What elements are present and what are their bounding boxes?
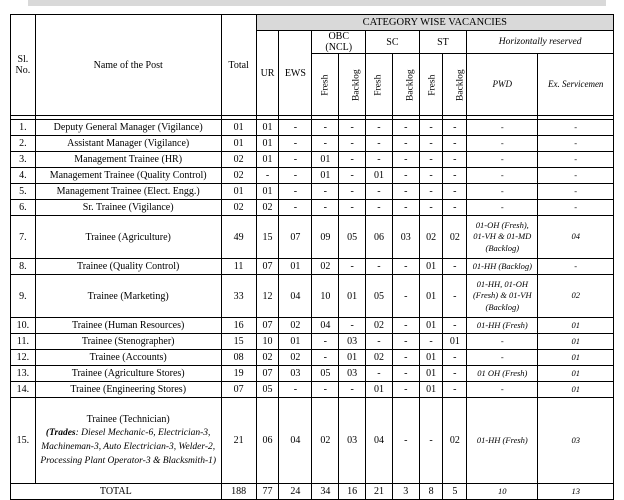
header-horizontally-reserved: Horizontally reserved bbox=[467, 31, 614, 54]
cell-st-fresh: - bbox=[419, 334, 443, 350]
cell-st-fresh: 01 bbox=[419, 350, 443, 366]
cell-total: 16 bbox=[221, 318, 256, 334]
cell-ex-servicemen: 02 bbox=[538, 275, 614, 318]
cell-sc-fresh: - bbox=[366, 136, 393, 152]
cell-st-fresh: - bbox=[419, 168, 443, 184]
cell-ur: 01 bbox=[256, 152, 279, 168]
total-ex-servicemen: 13 bbox=[538, 484, 614, 500]
table-row bbox=[11, 318, 614, 334]
cell-post: Trainee (Agriculture Stores) bbox=[35, 366, 221, 382]
cell-ur: 12 bbox=[256, 275, 279, 318]
cell-ur: 02 bbox=[256, 200, 279, 216]
cell-ex-servicemen: 01 bbox=[538, 366, 614, 382]
cell-st-fresh: - bbox=[419, 200, 443, 216]
table-row bbox=[11, 259, 614, 275]
cell-st-backlog: - bbox=[443, 184, 467, 200]
cell-ex-servicemen: - bbox=[538, 184, 614, 200]
table-row bbox=[11, 334, 614, 350]
cell-ex-servicemen: - bbox=[538, 152, 614, 168]
cell-ex-servicemen: - bbox=[538, 259, 614, 275]
cell-st-fresh: 01 bbox=[419, 259, 443, 275]
cell-obc-backlog: - bbox=[339, 168, 366, 184]
cell-ur: 07 bbox=[256, 318, 279, 334]
cell-obc-fresh: - bbox=[312, 136, 339, 152]
cell-obc-backlog: 03 bbox=[339, 366, 366, 382]
cell-ex-servicemen: - bbox=[538, 120, 614, 136]
cell-obc-backlog: - bbox=[339, 152, 366, 168]
cell-obc-backlog: - bbox=[339, 318, 366, 334]
table-row bbox=[11, 350, 614, 366]
cell-pwd: - bbox=[467, 168, 538, 184]
cell-ex-servicemen: 01 bbox=[538, 382, 614, 398]
table-row bbox=[11, 366, 614, 382]
cell-total: 02 bbox=[221, 200, 256, 216]
cell-ews: 02 bbox=[279, 350, 312, 366]
cell-post: Sr. Trainee (Vigilance) bbox=[35, 200, 221, 216]
cell-total: 08 bbox=[221, 350, 256, 366]
table-row bbox=[11, 184, 614, 200]
cell-obc-backlog: 01 bbox=[339, 275, 366, 318]
cell-post: Trainee (Agriculture) bbox=[35, 216, 221, 259]
cell-ews: - bbox=[279, 168, 312, 184]
cell-st-fresh: - bbox=[419, 120, 443, 136]
cell-sc-backlog: - bbox=[392, 152, 419, 168]
cell-total: 07 bbox=[221, 382, 256, 398]
table-row bbox=[11, 200, 614, 216]
cell-st-backlog: - bbox=[443, 136, 467, 152]
cell-ex-servicemen: - bbox=[538, 168, 614, 184]
cell-sl: 8. bbox=[11, 259, 36, 275]
cell-sc-backlog: - bbox=[392, 136, 419, 152]
cell-ews: 02 bbox=[279, 318, 312, 334]
header-sc: SC bbox=[366, 31, 420, 54]
cell-sl: 11. bbox=[11, 334, 36, 350]
cell-st-backlog: - bbox=[443, 200, 467, 216]
cell-ews: - bbox=[279, 382, 312, 398]
cell-obc-fresh: - bbox=[312, 334, 339, 350]
trades-text: : Diesel Mechanic-6, Electrician-3, Machineman-3, Auto Electrician-3, Welder-2, Processing Plant Operator-3 & Blacksmith-1) bbox=[40, 428, 217, 466]
cell-ex-servicemen: - bbox=[538, 200, 614, 216]
cell-st-backlog: - bbox=[443, 275, 467, 318]
cell-pwd: - bbox=[467, 200, 538, 216]
total-st-fresh: 8 bbox=[419, 484, 443, 500]
cell-sc-fresh: - bbox=[366, 200, 393, 216]
cell-st-fresh: - bbox=[419, 136, 443, 152]
cell-total: 21 bbox=[221, 398, 256, 484]
cell-st-fresh: 01 bbox=[419, 275, 443, 318]
cell-sc-backlog: - bbox=[392, 120, 419, 136]
header-obc-backlog: Backlog bbox=[339, 54, 366, 116]
cell-sc-fresh: 06 bbox=[366, 216, 393, 259]
cell-ur: 01 bbox=[256, 136, 279, 152]
cell-post: Management Trainee (HR) bbox=[35, 152, 221, 168]
cell-post: Trainee (Quality Control) bbox=[35, 259, 221, 275]
cell-sc-backlog: - bbox=[392, 200, 419, 216]
cell-post bbox=[35, 398, 221, 484]
cell-obc-fresh: 09 bbox=[312, 216, 339, 259]
cell-st-backlog: - bbox=[443, 120, 467, 136]
cell-sc-backlog: - bbox=[392, 275, 419, 318]
cell-obc-fresh: 01 bbox=[312, 152, 339, 168]
cell-total: 11 bbox=[221, 259, 256, 275]
header-name-of-post: Name of the Post bbox=[35, 15, 221, 116]
cell-st-backlog: - bbox=[443, 318, 467, 334]
cell-ex-servicemen: 03 bbox=[538, 398, 614, 484]
total-label: TOTAL bbox=[11, 484, 222, 500]
table-row bbox=[11, 168, 614, 184]
cell-post: Management Trainee (Quality Control) bbox=[35, 168, 221, 184]
cell-sl: 13. bbox=[11, 366, 36, 382]
cell-pwd: - bbox=[467, 334, 538, 350]
table-row-technician bbox=[11, 398, 614, 484]
cell-sl: 9. bbox=[11, 275, 36, 318]
header-obc-fresh: Fresh bbox=[312, 54, 339, 116]
cell-post: Assistant Manager (Vigilance) bbox=[35, 136, 221, 152]
cell-st-fresh: - bbox=[419, 184, 443, 200]
cell-sc-backlog: - bbox=[392, 259, 419, 275]
cell-pwd: 01-HH, 01-OH (Fresh) & 01-VH (Backlog) bbox=[467, 275, 538, 318]
cell-st-fresh: - bbox=[419, 152, 443, 168]
total-ur: 77 bbox=[256, 484, 279, 500]
header-st: ST bbox=[419, 31, 466, 54]
cell-st-backlog: - bbox=[443, 168, 467, 184]
table-row bbox=[11, 120, 614, 136]
cell-ews: 01 bbox=[279, 259, 312, 275]
cell-obc-fresh: - bbox=[312, 382, 339, 398]
cell-obc-backlog: 03 bbox=[339, 334, 366, 350]
cell-sl: 14. bbox=[11, 382, 36, 398]
cell-st-backlog: - bbox=[443, 259, 467, 275]
cell-sc-fresh: 05 bbox=[366, 275, 393, 318]
cell-pwd: 01 OH (Fresh) bbox=[467, 366, 538, 382]
cell-sl: 12. bbox=[11, 350, 36, 366]
cell-sc-backlog: - bbox=[392, 168, 419, 184]
cell-ews: - bbox=[279, 184, 312, 200]
cell-ews: 04 bbox=[279, 275, 312, 318]
cell-ex-servicemen: 01 bbox=[538, 318, 614, 334]
table-row bbox=[11, 136, 614, 152]
total-ews: 24 bbox=[279, 484, 312, 500]
cell-obc-backlog: - bbox=[339, 382, 366, 398]
cell-sl: 15. bbox=[11, 398, 36, 484]
cell-total: 19 bbox=[221, 366, 256, 382]
cell-st-fresh: 01 bbox=[419, 382, 443, 398]
cell-pwd: 01-OH (Fresh), 01-VH & 01-MD (Backlog) bbox=[467, 216, 538, 259]
cell-st-fresh: 01 bbox=[419, 366, 443, 382]
cell-st-fresh: 01 bbox=[419, 318, 443, 334]
cell-obc-backlog: - bbox=[339, 200, 366, 216]
cell-pwd: 01-HH (Fresh) bbox=[467, 398, 538, 484]
header-total: Total bbox=[221, 15, 256, 116]
cell-total: 02 bbox=[221, 152, 256, 168]
cell-sc-fresh: 01 bbox=[366, 382, 393, 398]
cell-sl: 10. bbox=[11, 318, 36, 334]
cell-ex-servicemen: 04 bbox=[538, 216, 614, 259]
table-row bbox=[11, 152, 614, 168]
cell-sc-fresh: - bbox=[366, 152, 393, 168]
cell-pwd: - bbox=[467, 136, 538, 152]
cell-sc-backlog: 03 bbox=[392, 216, 419, 259]
cell-obc-backlog: 05 bbox=[339, 216, 366, 259]
cell-post: Trainee (Marketing) bbox=[35, 275, 221, 318]
table-row bbox=[11, 275, 614, 318]
cell-sc-backlog: - bbox=[392, 398, 419, 484]
cell-ex-servicemen: - bbox=[538, 136, 614, 152]
cell-sc-backlog: - bbox=[392, 382, 419, 398]
header-ex-servicemen: Ex. Servicemen bbox=[538, 54, 614, 116]
cell-obc-backlog: 01 bbox=[339, 350, 366, 366]
cell-sc-backlog: - bbox=[392, 184, 419, 200]
cell-post: Trainee (Human Resources) bbox=[35, 318, 221, 334]
cell-sc-fresh: 02 bbox=[366, 350, 393, 366]
cell-total: 01 bbox=[221, 136, 256, 152]
cell-post: Management Trainee (Elect. Engg.) bbox=[35, 184, 221, 200]
cell-sc-fresh: - bbox=[366, 120, 393, 136]
header-ur: UR bbox=[256, 31, 279, 116]
total-sc-fresh: 21 bbox=[366, 484, 393, 500]
cell-st-backlog: 01 bbox=[443, 334, 467, 350]
total-obc-backlog: 16 bbox=[339, 484, 366, 500]
cell-sl: 5. bbox=[11, 184, 36, 200]
cell-sc-fresh: - bbox=[366, 366, 393, 382]
cell-ur: 07 bbox=[256, 259, 279, 275]
header-sc-fresh: Fresh bbox=[366, 54, 393, 116]
cell-sl: 1. bbox=[11, 120, 36, 136]
cell-obc-fresh: 01 bbox=[312, 168, 339, 184]
cell-total: 49 bbox=[221, 216, 256, 259]
cell-sl: 3. bbox=[11, 152, 36, 168]
total-total: 188 bbox=[221, 484, 256, 500]
cell-obc-fresh: - bbox=[312, 350, 339, 366]
cell-ur: 01 bbox=[256, 184, 279, 200]
cell-total: 33 bbox=[221, 275, 256, 318]
cell-ur: 07 bbox=[256, 366, 279, 382]
header-sl-no: Sl. No. bbox=[11, 15, 36, 116]
cell-sc-fresh: - bbox=[366, 334, 393, 350]
cell-obc-backlog: - bbox=[339, 136, 366, 152]
cell-ews: - bbox=[279, 152, 312, 168]
cell-pwd: - bbox=[467, 120, 538, 136]
cell-st-backlog: 02 bbox=[443, 398, 467, 484]
cell-pwd: - bbox=[467, 152, 538, 168]
cell-ur: 15 bbox=[256, 216, 279, 259]
cell-obc-fresh: - bbox=[312, 120, 339, 136]
cell-total: 15 bbox=[221, 334, 256, 350]
trades-label: (Trades bbox=[45, 428, 76, 439]
table-row bbox=[11, 216, 614, 259]
cell-sl: 6. bbox=[11, 200, 36, 216]
header-pwd: PWD bbox=[467, 54, 538, 116]
header-category-wise: CATEGORY WISE VACANCIES bbox=[256, 15, 613, 31]
cell-st-backlog: - bbox=[443, 366, 467, 382]
cell-ur: - bbox=[256, 168, 279, 184]
cell-sc-backlog: - bbox=[392, 350, 419, 366]
cell-post: Deputy General Manager (Vigilance) bbox=[35, 120, 221, 136]
cell-obc-fresh: - bbox=[312, 200, 339, 216]
cell-ur: 05 bbox=[256, 382, 279, 398]
table-row bbox=[11, 382, 614, 398]
cell-obc-fresh: 04 bbox=[312, 318, 339, 334]
cell-pwd: - bbox=[467, 350, 538, 366]
cell-ur: 01 bbox=[256, 120, 279, 136]
cell-sc-backlog: - bbox=[392, 334, 419, 350]
cell-ex-servicemen: 01 bbox=[538, 350, 614, 366]
cell-ur: 06 bbox=[256, 398, 279, 484]
cell-obc-backlog: - bbox=[339, 259, 366, 275]
trades-list bbox=[38, 427, 219, 468]
cell-obc-fresh: 05 bbox=[312, 366, 339, 382]
cell-post: Trainee (Engineering Stores) bbox=[35, 382, 221, 398]
cell-post: Trainee (Accounts) bbox=[35, 350, 221, 366]
cell-sc-fresh: 01 bbox=[366, 168, 393, 184]
cell-sl: 2. bbox=[11, 136, 36, 152]
cell-ex-servicemen: 01 bbox=[538, 334, 614, 350]
cell-obc-fresh: 10 bbox=[312, 275, 339, 318]
total-row bbox=[11, 484, 614, 500]
cell-st-backlog: 02 bbox=[443, 216, 467, 259]
cell-st-backlog: - bbox=[443, 350, 467, 366]
cell-ews: - bbox=[279, 120, 312, 136]
total-sc-backlog: 3 bbox=[392, 484, 419, 500]
cell-st-backlog: - bbox=[443, 152, 467, 168]
cell-obc-backlog: - bbox=[339, 120, 366, 136]
cell-obc-backlog: - bbox=[339, 184, 366, 200]
cell-ur: 10 bbox=[256, 334, 279, 350]
cell-ews: 07 bbox=[279, 216, 312, 259]
total-obc-fresh: 34 bbox=[312, 484, 339, 500]
cell-st-fresh: 02 bbox=[419, 216, 443, 259]
cell-total: 02 bbox=[221, 168, 256, 184]
cell-sc-fresh: - bbox=[366, 259, 393, 275]
cell-pwd: - bbox=[467, 184, 538, 200]
cell-st-fresh: - bbox=[419, 398, 443, 484]
cell-ews: 03 bbox=[279, 366, 312, 382]
cell-pwd: 01-HH (Fresh) bbox=[467, 318, 538, 334]
header-ews: EWS bbox=[279, 31, 312, 116]
total-st-backlog: 5 bbox=[443, 484, 467, 500]
cell-ews: 01 bbox=[279, 334, 312, 350]
vacancy-table bbox=[10, 14, 614, 500]
cell-ews: 04 bbox=[279, 398, 312, 484]
post-title: Trainee (Technician) bbox=[86, 413, 170, 425]
header-obc: OBC (NCL) bbox=[312, 31, 366, 54]
cell-sc-fresh: - bbox=[366, 184, 393, 200]
cell-obc-backlog: 03 bbox=[339, 398, 366, 484]
total-pwd: 10 bbox=[467, 484, 538, 500]
cell-post: Trainee (Stenographer) bbox=[35, 334, 221, 350]
cell-sc-backlog: - bbox=[392, 318, 419, 334]
cell-pwd: - bbox=[467, 382, 538, 398]
table-body bbox=[11, 120, 614, 500]
cell-sc-backlog: - bbox=[392, 366, 419, 382]
cell-obc-fresh: 02 bbox=[312, 259, 339, 275]
header-st-fresh: Fresh bbox=[419, 54, 443, 116]
header-sc-backlog: Backlog bbox=[392, 54, 419, 116]
cell-total: 01 bbox=[221, 120, 256, 136]
cell-ews: - bbox=[279, 200, 312, 216]
cell-pwd: 01-HH (Backlog) bbox=[467, 259, 538, 275]
cell-sl: 4. bbox=[11, 168, 36, 184]
cell-ews: - bbox=[279, 136, 312, 152]
cell-total: 01 bbox=[221, 184, 256, 200]
cell-obc-fresh: 02 bbox=[312, 398, 339, 484]
cell-ur: 02 bbox=[256, 350, 279, 366]
cell-st-backlog: - bbox=[443, 382, 467, 398]
top-shaded-bar bbox=[28, 0, 606, 6]
cell-sc-fresh: 02 bbox=[366, 318, 393, 334]
cell-obc-fresh: - bbox=[312, 184, 339, 200]
header-st-backlog: Backlog bbox=[443, 54, 467, 116]
cell-sc-fresh: 04 bbox=[366, 398, 393, 484]
cell-sl: 7. bbox=[11, 216, 36, 259]
